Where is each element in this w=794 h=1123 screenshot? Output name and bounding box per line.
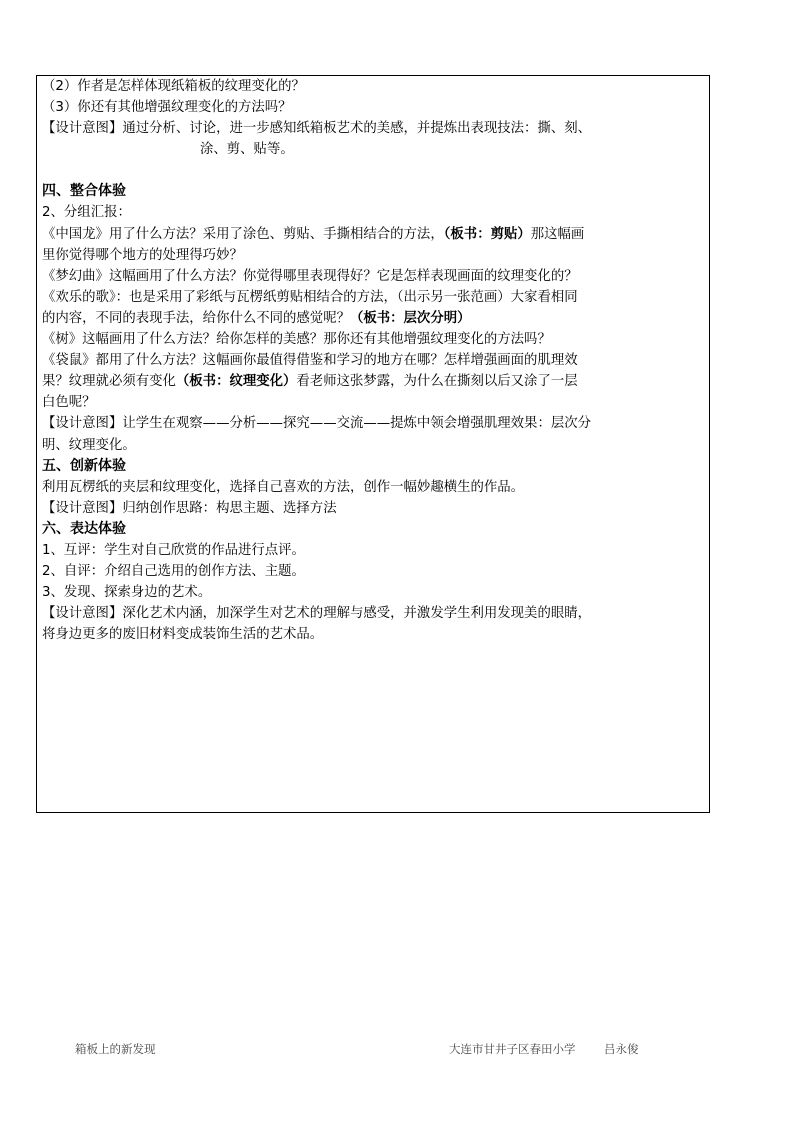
section-5-title: 五、创新体验	[42, 457, 126, 474]
board-note: （板书：剪贴）	[443, 226, 531, 242]
section-4-paragraph: 《中国龙》用了什么方法？采用了涂色、剪贴、手撕相结合的方法，（板书：剪贴）那这幅画	[42, 226, 585, 242]
section-4-paragraph: 《欢乐的歌》：也是采用了彩纸与瓦楞纸剪贴相结合的方法，（出示另一张范画）大家看相同	[42, 289, 578, 305]
board-note: （板书：层次分明）	[349, 310, 471, 326]
footer-lesson-title: 箱板上的新发现	[75, 1042, 156, 1056]
design-intent-4-cont: 明、纹理变化。	[42, 437, 136, 453]
section-6-item: 3、发现、探索身边的艺术。	[42, 585, 212, 601]
design-intent-5: 【设计意图】归纳创作思路：构思主题、选择方法	[42, 500, 337, 516]
lesson-plan-content	[42, 76, 706, 645]
section-4-paragraph: 的内容，不同的表现手法，给你什么不同的感觉呢？（板书：层次分明）	[42, 310, 471, 326]
section-6-title: 六、表达体验	[42, 520, 126, 537]
question-2: （2）作者是怎样体现纸箱板的纹理变化的？	[42, 79, 305, 94]
design-intent-4: 【设计意图】让学生在观察——分析——探究——交流——提炼中领会增强肌理效果：层次分	[42, 416, 592, 432]
question-3: （3）你还有其他增强纹理变化的方法吗？	[42, 100, 292, 116]
design-intent-6: 【设计意图】深化艺术内涵，加深学生对艺术的理解与感受，并激发学生利用发现美的眼睛，	[42, 606, 592, 622]
footer-school: 大连市甘井子区春田小学	[449, 1042, 576, 1056]
footer-author: 吕永俊	[604, 1042, 639, 1056]
section-4-item: 2、分组汇报：	[42, 205, 131, 221]
design-intent-1: 【设计意图】通过分析、讨论，进一步感知纸箱板艺术的美感，并提炼出表现技法：撕、刻、	[42, 121, 592, 137]
section-4-paragraph: 果？纹理就必须有变化（板书：纹理变化）看老师这张梦露，为什么在撕刻以后又涂了一层	[42, 374, 578, 390]
section-4-title: 四、整合体验	[42, 183, 126, 200]
section-4-paragraph: 白色呢？	[42, 395, 96, 411]
section-4-paragraph: 里你觉得哪个地方的处理得巧妙？	[42, 247, 243, 263]
design-intent-6-cont: 将身边更多的废旧材料变成装饰生活的艺术品。	[42, 627, 324, 643]
section-5-paragraph: 利用瓦楞纸的夹层和纹理变化，选择自己喜欢的方法，创作一幅妙趣横生的作品。	[42, 479, 525, 495]
section-4-paragraph: 《袋鼠》都用了什么方法？这幅画你最值得借鉴和学习的地方在哪？怎样增强画面的肌理效	[42, 353, 578, 369]
section-4-paragraph: 《梦幻曲》这幅画用了什么方法？你觉得哪里表现得好？它是怎样表现画面的纹理变化的？	[42, 268, 578, 284]
section-4-paragraph: 《树》这幅画用了什么方法？给你怎样的美感？那你还有其他增强纹理变化的方法吗？	[42, 332, 551, 348]
board-note: （板书：纹理变化）	[175, 374, 297, 390]
section-6-item: 2、自评：介绍自己选用的创作方法、主题。	[42, 564, 305, 580]
design-intent-1-cont: 涂、剪、贴等。	[200, 142, 294, 158]
spacer	[42, 160, 706, 181]
section-6-item: 1、互评：学生对自己欣赏的作品进行点评。	[42, 542, 305, 558]
